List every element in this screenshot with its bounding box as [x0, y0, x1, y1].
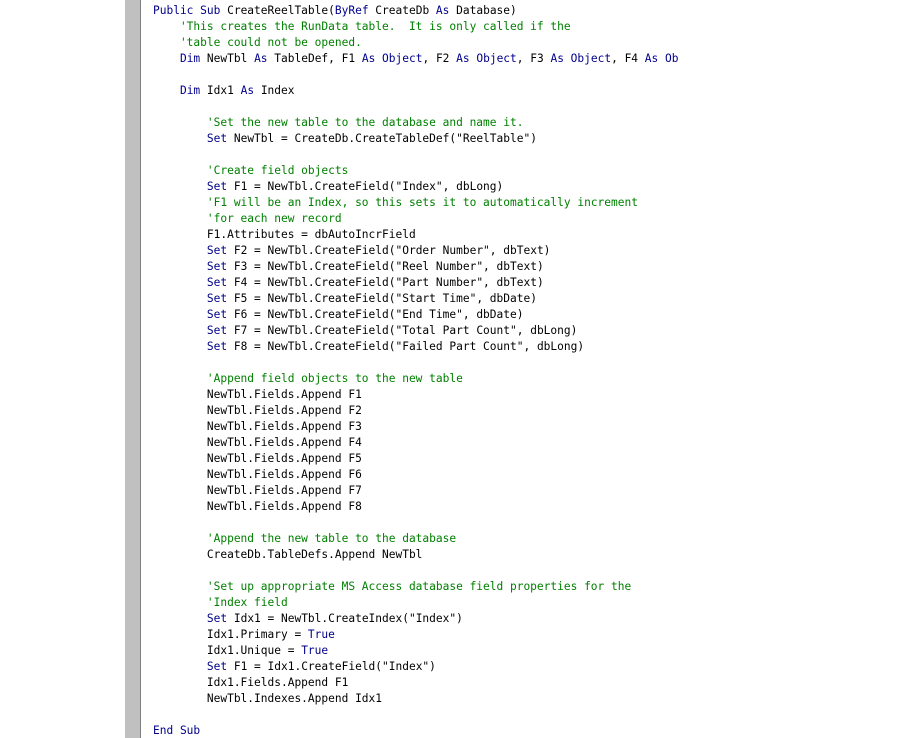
code-text: [153, 292, 207, 305]
code-keyword: True: [301, 644, 329, 657]
code-text: NewTbl.Fields.Append F7: [153, 484, 362, 497]
code-text: NewTbl: [200, 52, 255, 65]
code-text: [153, 84, 180, 97]
code-text: Idx1.Fields.Append F1: [153, 676, 349, 689]
code-keyword: Set: [206, 244, 228, 257]
code-text: [153, 132, 207, 145]
code-line[interactable]: [153, 643, 678, 659]
code-line[interactable]: [153, 3, 678, 19]
code-line[interactable]: [153, 259, 678, 275]
code-text: F7 = NewTbl.CreateField("Total Part Count", dbLong): [227, 324, 578, 337]
code-line[interactable]: [153, 243, 678, 259]
code-text: Idx1.Primary =: [153, 628, 308, 641]
code-text: F8 = NewTbl.CreateField("Failed Part Count", dbLong): [227, 340, 585, 353]
code-line[interactable]: [153, 227, 678, 243]
code-text: NewTbl.Fields.Append F6: [153, 468, 362, 481]
code-line[interactable]: [153, 403, 678, 419]
code-text: [153, 308, 207, 321]
code-keyword: Set: [206, 292, 228, 305]
code-text: F1 = Idx1.CreateField("Index"): [227, 660, 436, 673]
code-line[interactable]: [153, 115, 678, 131]
code-keyword: Set: [206, 308, 228, 321]
code-comment: 'F1 will be an Index, so this sets it to automatically increment: [153, 196, 638, 209]
code-line[interactable]: [153, 99, 678, 115]
code-text: NewTbl.Fields.Append F4: [153, 436, 362, 449]
code-comment: 'Append field objects to the new table: [153, 372, 463, 385]
code-keyword: Set: [206, 276, 228, 289]
code-text: F1 = NewTbl.CreateField("Index", dbLong): [227, 180, 504, 193]
code-line[interactable]: [153, 163, 678, 179]
code-text: CreateReelTable(: [220, 4, 335, 17]
code-text: Idx1 = NewTbl.CreateIndex("Index"): [227, 612, 463, 625]
code-line[interactable]: [153, 371, 678, 387]
code-text: [153, 324, 207, 337]
code-keyword: Set: [206, 180, 228, 193]
code-text: NewTbl.Fields.Append F3: [153, 420, 362, 433]
code-text: F3 = NewTbl.CreateField("Reel Number", dbText): [227, 260, 544, 273]
code-editor[interactable]: [141, 0, 900, 738]
code-text: NewTbl.Indexes.Append Idx1: [153, 692, 383, 705]
code-comment: 'Set up appropriate MS Access database field properties for the: [153, 580, 632, 593]
code-comment: 'Append the new table to the database: [153, 532, 457, 545]
code-text: Idx1.Unique =: [153, 644, 302, 657]
margin-indicator-bar[interactable]: [125, 0, 140, 738]
code-line[interactable]: [153, 595, 678, 611]
code-text: CreateDb.TableDefs.Append NewTbl: [153, 548, 423, 561]
code-line[interactable]: [153, 467, 678, 483]
code-line[interactable]: [153, 499, 678, 515]
code-keyword: As Object: [361, 52, 423, 65]
code-line[interactable]: [153, 659, 678, 675]
code-line[interactable]: [153, 179, 678, 195]
code-keyword: ByRef: [334, 4, 369, 17]
code-text: NewTbl.Fields.Append F2: [153, 404, 362, 417]
code-line[interactable]: [153, 211, 678, 227]
code-keyword: Public Sub: [153, 4, 221, 17]
code-keyword: As: [435, 4, 450, 17]
code-line[interactable]: [153, 611, 678, 627]
code-line[interactable]: [153, 275, 678, 291]
code-text: [153, 180, 207, 193]
code-line[interactable]: [153, 563, 678, 579]
code-line[interactable]: [153, 435, 678, 451]
code-line[interactable]: [153, 691, 678, 707]
code-text: Index: [254, 84, 295, 97]
code-text: F4 = NewTbl.CreateField("Part Number", dbText): [227, 276, 544, 289]
code-line[interactable]: [153, 451, 678, 467]
code-text: [153, 244, 207, 257]
code-keyword: Dim: [179, 52, 201, 65]
code-comment: 'This creates the RunData table. It is only called if the: [153, 20, 571, 33]
code-lines: [153, 3, 678, 738]
code-line[interactable]: [153, 339, 678, 355]
code-text: [153, 340, 207, 353]
code-keyword: As: [254, 52, 268, 65]
code-line[interactable]: [153, 675, 678, 691]
code-text: F5 = NewTbl.CreateField("Start Time", dbDate): [227, 292, 537, 305]
code-keyword: Set: [206, 612, 228, 625]
code-text: Database): [449, 4, 517, 17]
code-keyword: As Object: [550, 52, 612, 65]
code-text: [153, 612, 207, 625]
code-line[interactable]: [153, 387, 678, 403]
code-line[interactable]: [153, 131, 678, 147]
code-keyword: End Sub: [153, 724, 201, 737]
code-line[interactable]: [153, 291, 678, 307]
code-line[interactable]: [153, 67, 678, 83]
code-text: CreateDb: [368, 4, 436, 17]
code-text: Idx1: [200, 84, 241, 97]
code-text: F1.Attributes = dbAutoIncrField: [153, 228, 416, 241]
code-line[interactable]: [153, 147, 678, 163]
code-text: F2 = NewTbl.CreateField("Order Number", dbText): [227, 244, 551, 257]
code-keyword: Set: [206, 340, 228, 353]
code-keyword: Set: [206, 324, 228, 337]
code-text: [153, 52, 180, 65]
code-keyword: Set: [206, 132, 228, 145]
code-text: [153, 660, 207, 673]
code-keyword: As Ob: [644, 52, 679, 65]
code-line[interactable]: [153, 19, 678, 35]
left-gutter: [0, 0, 125, 738]
code-text: [153, 276, 207, 289]
code-text: , F3: [516, 52, 551, 65]
code-text: F6 = NewTbl.CreateField("End Time", dbDate): [227, 308, 524, 321]
code-comment: 'Create field objects: [153, 164, 349, 177]
code-comment: 'Set the new table to the database and name it.: [153, 116, 524, 129]
code-keyword: As: [240, 84, 255, 97]
code-line[interactable]: [153, 355, 678, 371]
code-keyword: As Object: [456, 52, 517, 65]
code-text: , F4: [611, 52, 645, 65]
code-line[interactable]: [153, 35, 678, 51]
code-line[interactable]: [153, 195, 678, 211]
code-line[interactable]: [153, 83, 678, 99]
code-line[interactable]: [153, 419, 678, 435]
code-line[interactable]: [153, 547, 678, 563]
code-line[interactable]: [153, 307, 678, 323]
code-keyword: Set: [206, 660, 228, 673]
code-text: NewTbl.Fields.Append F1: [153, 388, 362, 401]
code-line[interactable]: [153, 723, 678, 738]
code-line[interactable]: [153, 531, 678, 547]
code-comment: 'table could not be opened.: [153, 36, 362, 49]
code-keyword: True: [307, 628, 335, 641]
code-text: [153, 260, 207, 273]
code-line[interactable]: [153, 627, 678, 643]
code-line[interactable]: [153, 515, 678, 531]
code-text: NewTbl.Fields.Append F5: [153, 452, 362, 465]
code-line[interactable]: [153, 51, 678, 67]
code-keyword: Set: [206, 260, 228, 273]
code-line[interactable]: [153, 483, 678, 499]
code-line[interactable]: [153, 579, 678, 595]
code-line[interactable]: [153, 707, 678, 723]
code-text: NewTbl = CreateDb.CreateTableDef("ReelTable"): [227, 132, 537, 145]
code-comment: 'Index field: [153, 596, 288, 609]
code-text: NewTbl.Fields.Append F8: [153, 500, 362, 513]
code-keyword: Dim: [179, 84, 201, 97]
code-text: TableDef, F1: [267, 52, 362, 65]
code-text: , F2: [422, 52, 457, 65]
code-comment: 'for each new record: [153, 212, 342, 225]
code-line[interactable]: [153, 323, 678, 339]
